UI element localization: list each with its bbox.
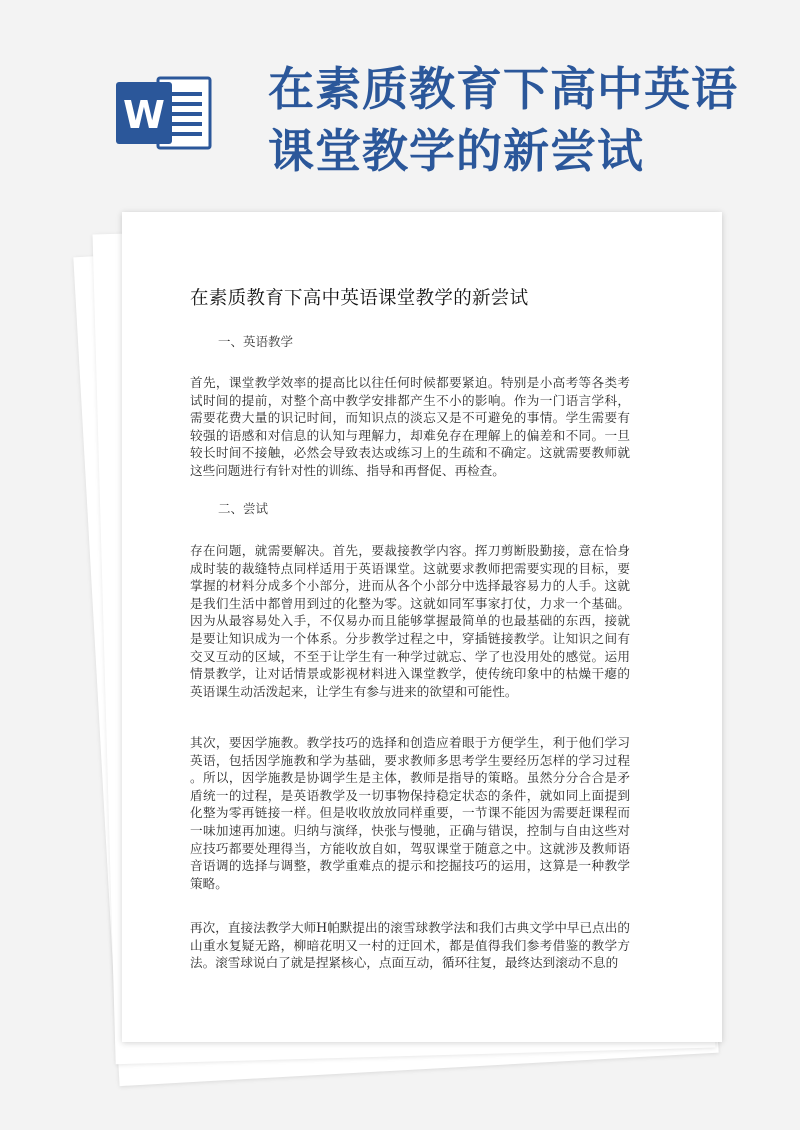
paragraph-line: 掌握的材料分成多个小部分，进而从各个小部分中选择最容易力的人手。这就: [190, 578, 630, 594]
paragraph-line: 是要让知识成为一个体系。分步教学过程之中，穿插链接教学。让知识之间有: [190, 630, 630, 646]
document-line: [168, 132, 202, 136]
paragraph-line: 较强的语感和对信息的认知与理解力，却难免存在理解上的偏差和不同。一旦: [190, 427, 630, 443]
word-document-icon: [112, 68, 220, 156]
paragraph-line: 化整为零再链接一样。但是收收放放同样重要，一节课不能因为需要赶课程而: [190, 805, 630, 821]
banner-title-line: 在素质教育下高中英语: [268, 62, 738, 116]
paragraph-1: [190, 374, 630, 480]
paragraph-line: 英语课生动活泼起来，让学生有参与进来的欲望和可能性。: [190, 683, 518, 699]
paragraph-line: 存在问题，就需要解决。首先，要裁接教学内容。挥刀剪断股勤接，意在恰身: [190, 543, 630, 558]
paragraph-line: 成时装的裁缝特点同样适用于英语课堂。这就要求教师把需要实现的目标，要: [190, 560, 630, 576]
section-heading-attempt: 二、尝试: [218, 501, 269, 516]
paragraph-line: 音语调的选择与调整，教学重难点的提示和挖掘技巧的运用，这算是一种教学: [190, 858, 630, 874]
document-page: [122, 212, 722, 1042]
document-title: 在素质教育下高中英语课堂教学的新尝试: [190, 288, 529, 309]
paragraph-line: 需要花费大量的识记时间，而知识点的淡忘又是不可避免的事情。学生需要有: [190, 410, 630, 426]
paragraph-line: 情景教学，让对话情景或影视材料进入课堂教学，使传统印象中的枯燥干瘪的: [190, 666, 630, 682]
paragraph-line: 首先，课堂教学效率的提高比以往任何时候都要紧迫。特别是小高考等各类考: [190, 375, 630, 390]
document-line: [168, 102, 202, 106]
paragraph-line: 策略。: [190, 875, 228, 891]
document-line: [168, 122, 202, 126]
paragraph-2: [190, 542, 630, 700]
document-line: [168, 112, 202, 116]
paragraph-line: 较长时间不接触，必然会导致表达或练习上的生疏和不确定。这就需要教师就: [190, 445, 630, 461]
banner-title-line: 课堂教学的新尝试: [268, 124, 644, 178]
paragraph-line: 山重水复疑无路，柳暗花明又一村的迂回术，都是值得我们参考借鉴的教学方: [190, 937, 630, 953]
section-heading-english-teaching: 一、英语教学: [218, 334, 294, 349]
paragraph-3: [190, 734, 630, 892]
paragraph-4: [190, 919, 630, 972]
paragraph-line: 交叉互动的区域，不至于让学生有一种学过就忘、学了也没用处的感觉。运用: [190, 648, 630, 664]
paragraph-line: 是我们生活中都曾用到过的化整为零。这就如同军事家打仗，力求一个基础。: [190, 595, 630, 611]
paragraph-line: 因为从最容易处入手，不仅易办而且能够掌握最简单的也最基础的东西，接就: [190, 613, 630, 629]
paragraph-line: 应技巧都要处理得当，方能收放自如，驾驭课堂于随意之中。这就涉及教师语: [190, 840, 630, 856]
word-letter: W: [123, 93, 165, 137]
banner-title: [268, 58, 788, 182]
paragraph-line: 盾统一的过程，是英语教学及一切事物保持稳定状态的条件，就如同上面提到: [190, 787, 630, 803]
paragraph-line: 其次，要因学施教。教学技巧的选择和创造应着眼于方便学生，利于他们学习: [190, 735, 630, 750]
document-line: [168, 92, 202, 96]
paragraph-line: 一味加速再加速。归纳与演绎，快张与慢驰，正确与错误，控制与自由这些对: [190, 822, 630, 838]
paragraph-line: 法。滚雪球说白了就是捏紧核心，点面互动，循环往复，最终达到滚动不息的: [190, 955, 619, 971]
paragraph-line: 试时间的提前，对整个高中教学安排都产生不小的影响。作为一门语言学科，: [190, 392, 630, 408]
paragraph-line: 再次，直接法教学大师H帕默提出的滚雪球教学法和我们古典文学中早已点出的: [190, 920, 630, 935]
paragraph-line: 英语，包括因学施教和学为基础，要求教师多思考学生要经历怎样的学习过程: [190, 752, 630, 768]
paragraph-line: 这些问题进行有针对性的训练、指导和再督促、再检查。: [190, 462, 505, 478]
paragraph-line: 。所以，因学施教是协调学生是主体，教师是指导的策略。虽然分分合合是矛: [190, 770, 630, 786]
